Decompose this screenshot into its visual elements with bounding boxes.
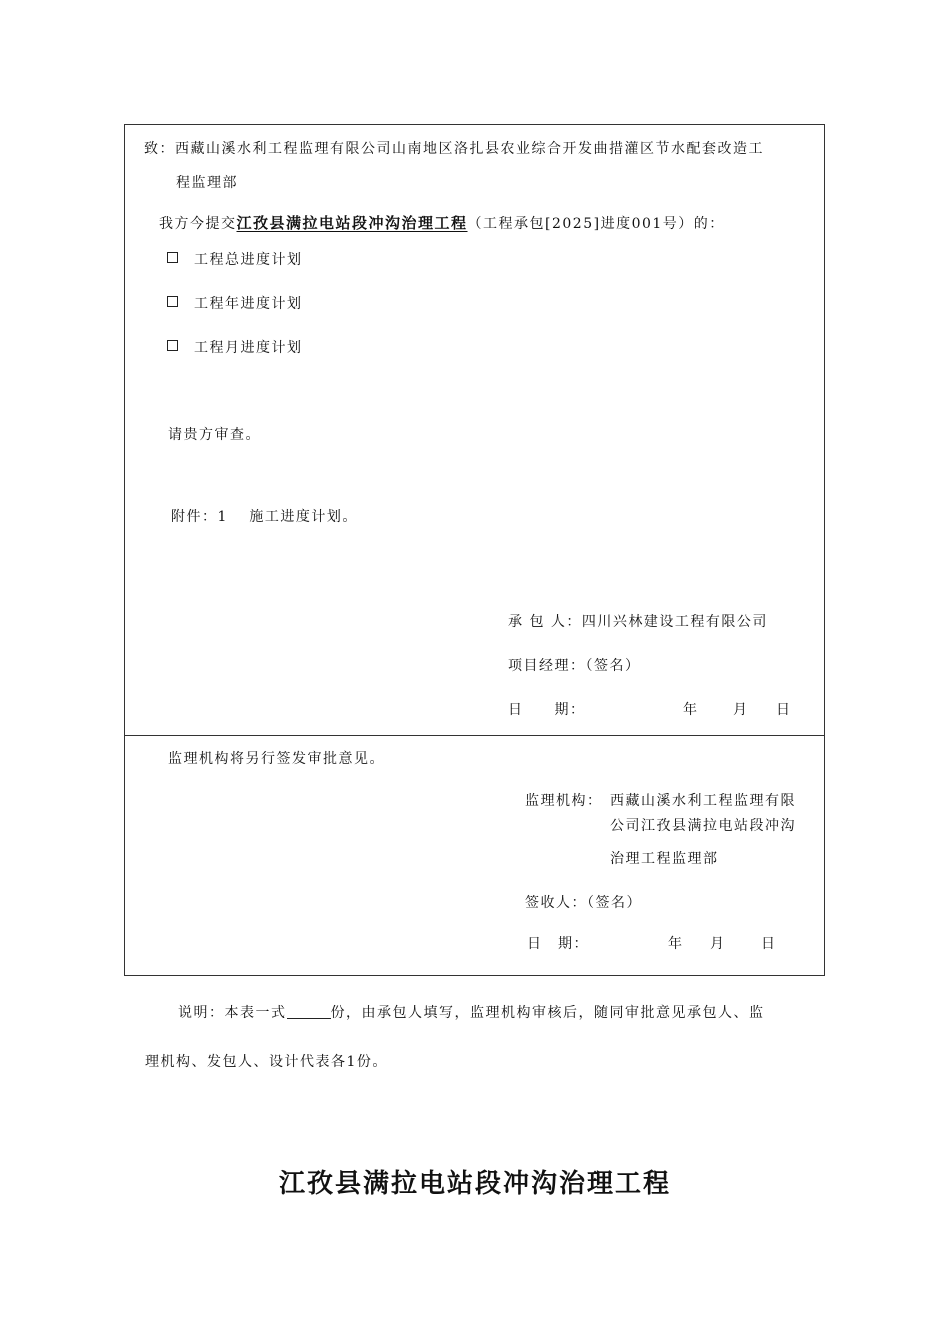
option-label: 工程年进度计划 — [194, 296, 303, 312]
checkbox-icon[interactable] — [167, 340, 178, 351]
form-divider — [124, 735, 825, 736]
contractor-row — [508, 611, 768, 631]
supervision-org-label: 监理机构： — [525, 793, 603, 809]
supervision-org-line-3: 治理工程监理部 — [610, 851, 719, 867]
option-label: 工程月进度计划 — [194, 340, 303, 356]
contractor-label: 承 包 人： — [508, 614, 582, 630]
supervision-date-day: 日 — [761, 936, 777, 952]
option-year-plan[interactable] — [167, 293, 303, 313]
submit-prefix: 我方今提交 — [159, 216, 237, 232]
request-text: 请贵方审查。 — [168, 427, 261, 443]
contractor-date-year: 年 — [683, 702, 699, 718]
document-title: 江孜县满拉电站段冲沟治理工程 — [278, 1169, 671, 1199]
option-month-plan[interactable] — [167, 337, 303, 357]
supervision-date-label: 日 期： — [527, 936, 589, 952]
submit-suffix: （工程承包[2025]进度001号）的： — [467, 216, 725, 232]
addressee-line-2: 程监理部 — [176, 175, 238, 191]
notes-prefix: 说明：本表一式 — [178, 1005, 287, 1021]
contractor-value: 四川兴林建设工程有限公司 — [581, 614, 768, 630]
supervision-date-year: 年 — [668, 936, 684, 952]
signer-row — [525, 892, 642, 912]
project-name: 江孜县满拉电站段冲沟治理工程 — [236, 214, 468, 232]
checkbox-icon[interactable] — [167, 296, 178, 307]
notes-line-1 — [178, 1002, 765, 1022]
option-label: 工程总进度计划 — [194, 252, 303, 268]
contractor-date-month: 月 — [733, 702, 749, 718]
checkbox-icon[interactable] — [167, 252, 178, 263]
notes-suffix: 份，由承包人填写，监理机构审核后，随同审批意见承包人、监 — [330, 1005, 765, 1021]
contractor-date-label: 日 期： — [508, 702, 586, 718]
supervision-org-line-1: 西藏山溪水利工程监理有限 — [610, 793, 796, 809]
manager-signature: （签名） — [585, 658, 641, 674]
submit-line — [159, 212, 725, 233]
notes-line-2: 理机构、发包人、设计代表各1份。 — [145, 1054, 388, 1070]
supervision-org-line-2: 公司江孜县满拉电站段冲沟 — [610, 818, 796, 834]
supervision-note: 监理机构将另行签发审批意见。 — [168, 751, 385, 767]
supervision-date-month: 月 — [710, 936, 726, 952]
attachment-text: 附件：1 施工进度计划。 — [171, 509, 358, 525]
addressee-line-1: 致：西藏山溪水利工程监理有限公司山南地区洛扎县农业综合开发曲措灌区节水配套改造工 — [144, 141, 764, 157]
manager-label: 项目经理： — [508, 658, 586, 674]
signer-label: 签收人： — [525, 895, 587, 911]
contractor-date-day: 日 — [776, 702, 792, 718]
option-total-plan[interactable] — [167, 249, 303, 269]
signer-signature: （签名） — [587, 895, 642, 911]
copies-blank[interactable] — [287, 1004, 331, 1019]
manager-row — [508, 655, 641, 675]
